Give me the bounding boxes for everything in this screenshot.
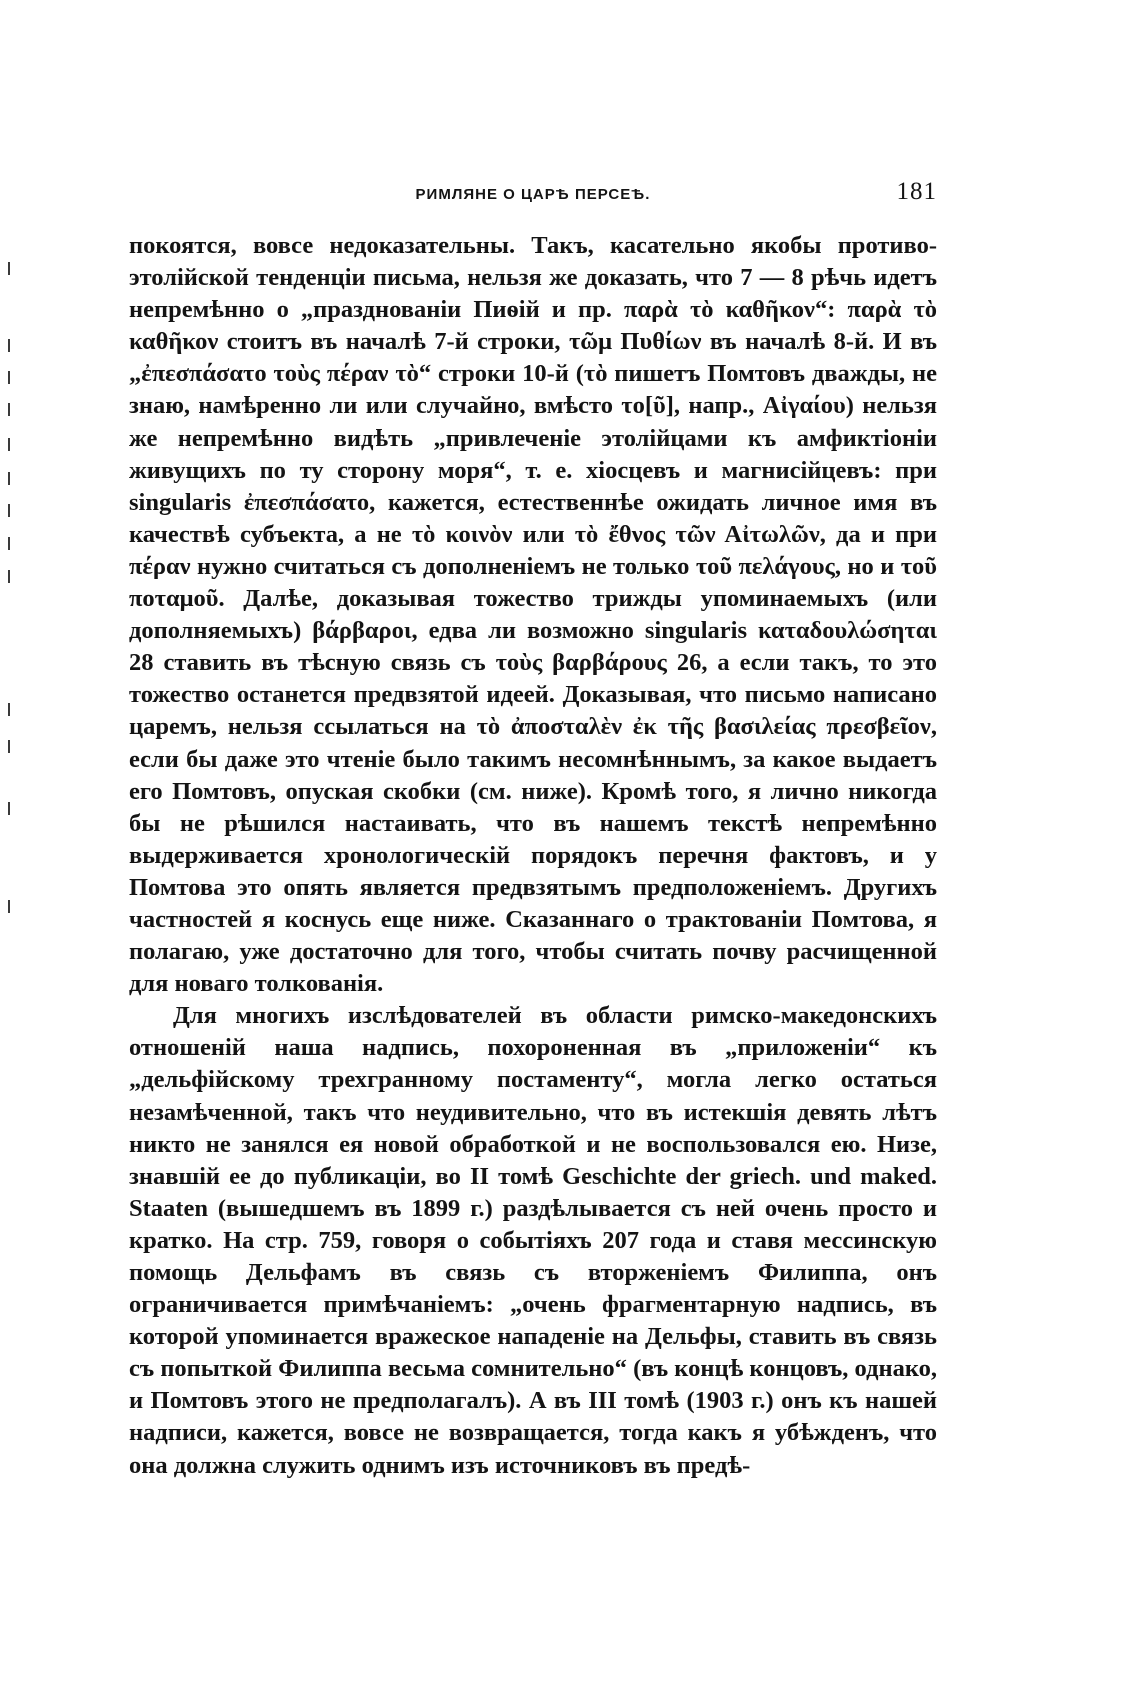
scan-mark: [8, 438, 10, 451]
scan-mark: [8, 504, 10, 517]
scan-mark: [8, 472, 10, 485]
scan-mark: [8, 703, 10, 716]
scan-mark: [8, 371, 10, 384]
scan-mark: [8, 339, 10, 352]
scan-mark: [8, 900, 10, 913]
scan-mark: [8, 802, 10, 815]
page-header: [129, 178, 937, 218]
running-title: РИМЛЯНЕ О ЦАРѢ ПЕРСЕѢ.: [415, 186, 651, 203]
paragraph: покоятся, вовсе недоказательны. Такъ, касательно якобы противо-этолійской тенденціи письма, нельзя же доказать, что 7 — 8 рѣчь идетъ непремѣнно о „празднованіи Пиѳій и пр. παρὰ τὸ καθῆκον“: παρὰ τὸ καθῆκον стоитъ въ началѣ 7-й строки, τῶμ Πυθίων въ началѣ 8-й. И въ „ἐπεσπάσατο τοὺς πέραν τὸ“ строки 10-й (τὸ пишетъ Помтовъ дважды, не знаю, намѣренно ли или случайно, вмѣсто το[ῦ], напр., Αἰγαίου) нельзя же непремѣнно видѣть „привлеченіе этолійцами къ амфиктіоніи живущихъ по ту сторону моря“, т. е. хіосцевъ и магнисійцевъ: при singularis ἐπεσπάσατο, кажется, естественнѣе ожидать личное имя въ качествѣ субъекта, а не τὸ κοινὸν или τὸ ἔθνος τῶν Αἰτωλῶν, да и при πέραν нужно считаться съ дополненіемъ не только τοῦ πελάγους, но и τοῦ ποταμοῦ. Далѣе, доказывая тожество трижды упоминаемыхъ (или дополняемыхъ) βάρβαροι, едва ли возможно singularis καταδουλώσηται 28 ставить въ тѣсную связь съ τοὺς βαρβάρους 26, а если такъ, то это тожество останется предвзятой идеей. Доказывая, что письмо написано царемъ, нельзя ссылаться на τὸ ἀποσταλὲν ἐκ τῆς βασιλείας πρεσβεῖον, если бы даже это чтеніе было такимъ несомнѣннымъ, за какое выдаетъ его Помтовъ, опуская скобки (см. ниже). Кромѣ того, я лично никогда бы не рѣшился настаивать, что въ нашемъ текстѣ непремѣнно выдерживается хронологическій порядокъ перечня фактовъ, и у Помтова это опять является предвзятымъ предположеніемъ. Другихъ частностей я коснусь еще ниже. Сказаннаго о трактованіи Помтова, я полагаю, уже достаточно для того, чтобы считать почву расчищенной для новаго толкованія.: [129, 232, 937, 998]
scan-mark: [8, 740, 10, 753]
scan-mark: [8, 262, 10, 275]
scan-mark: [8, 570, 10, 583]
scan-mark: [8, 403, 10, 416]
page-number: 181: [896, 178, 937, 205]
paragraph: Для многихъ изслѣдователей въ области римско-македонскихъ отношеній наша надпись, похороненная въ „приложеніи“ къ „дельфійскому трехгранному постаменту“, могла легко остаться незамѣченной, такъ что неудивительно, что въ истекшія девять лѣтъ никто не занялся ея новой обработкой и не воспользовался ею. Низе, знавшій ее до публикаціи, во II томѣ Geschichte der griech. und maked. Staaten (вышедшемъ въ 1899 г.) раздѣлывается съ ней очень просто и кратко. На стр. 759, говоря о событіяхъ 207 года и ставя мессинскую помощь Дельфамъ въ связь съ вторженіемъ Филиппа, онъ ограничивается примѣчаніемъ: „очень фрагментарную надпись, въ которой упоминается вражеское нападеніе на Дельфы, ставить въ связь съ попыткой Филиппа весьма сомнительно“ (въ концѣ концовъ, однако, и Помтовъ этого не предполагалъ). А въ III томѣ (1903 г.) онъ къ нашей надписи, кажется, вовсе не возвращается, тогда какъ я убѣжденъ, что она должна служить однимъ изъ источниковъ въ предѣ-: [129, 1002, 937, 1479]
scan-mark: [8, 537, 10, 550]
margin-scan-marks: [0, 0, 20, 1693]
body-text: [129, 230, 937, 1490]
